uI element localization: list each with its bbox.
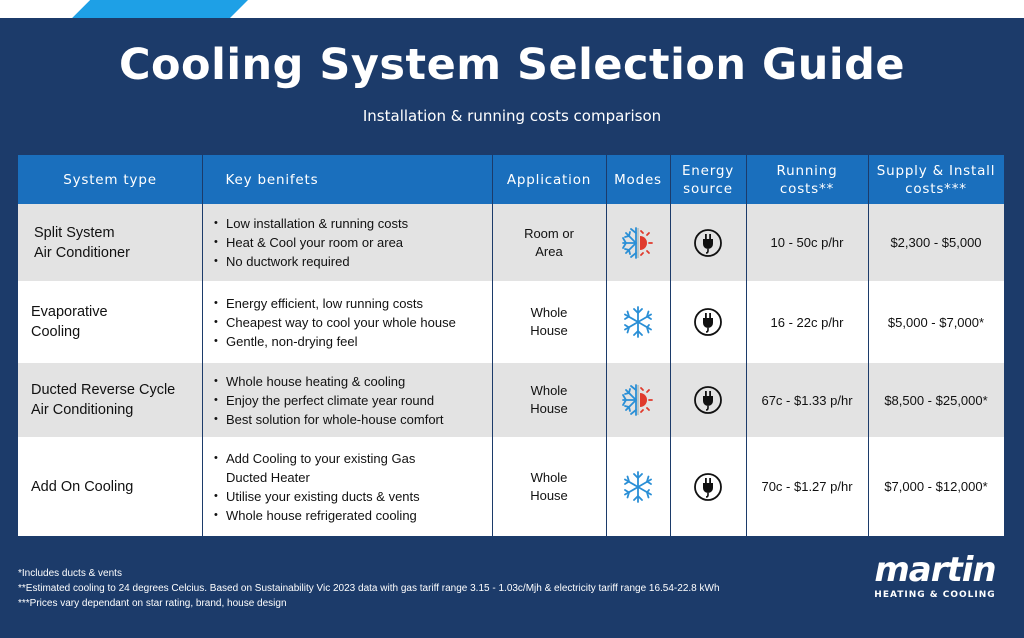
heat-cool-icon [620,382,656,418]
column-divider [492,155,493,536]
footnote: ***Prices vary dependant on star rating, brand, house design [18,598,287,609]
benefit-item: • Gentle, non-drying feel [214,332,456,351]
table-header-row [18,155,1004,204]
supply-install-cost-cell: $7,000 - $12,000* [884,479,988,494]
top-accent-stripe [0,0,1024,18]
modes-cell [606,281,670,363]
column-divider [202,155,203,536]
running-costs-cell: 67c - $1.33 p/hr [761,392,853,408]
system-type-cell: Split System Air Conditioner [34,224,130,261]
benefit-item: • Cheapest way to cool your whole house [214,313,456,332]
application-cell: Whole House [530,305,568,338]
application-cell: Whole House [530,383,568,416]
column-divider [868,155,869,536]
benefit-item: • Best solution for whole-house comfort [214,410,444,429]
comparison-table [18,155,1004,536]
system-type-cell: Add On Cooling [31,478,134,495]
logo-tagline: HEATING & COOLING [874,590,996,600]
table-row [18,363,1004,437]
benefits-list [202,294,456,351]
benefit-item: • No ductwork required [214,252,408,271]
benefit-item: • Whole house refrigerated cooling [214,506,420,525]
electric-plug-icon [693,228,723,258]
table-row [18,204,1004,281]
supply-install-cost-cell: $8,500 - $25,000* [884,392,988,408]
header-energy-source: Energy source [681,162,735,197]
benefits-cell [202,437,492,536]
page-title: Cooling System Selection Guide [118,40,906,90]
benefits-cell [202,281,492,363]
energy-source-cell [670,204,746,281]
electric-plug-icon [693,472,723,502]
application-cell: Whole House [530,469,568,503]
header-supply-install-costs: Supply & Install costs*** [876,162,996,197]
application-cell: Room or Area [524,225,574,259]
heat-cool-icon [620,225,656,261]
modes-cell [606,437,670,536]
system-type-cell: Evaporative Cooling [31,304,108,340]
footnote: **Estimated cooling to 24 degrees Celcius. Based on Sustainability Vic 2023 data with gas tariff range 3.15 - 1.03c/Mjh & electricity tariff range 16.54-22.8 kWh [18,583,720,594]
electric-plug-icon [693,307,723,337]
table-row [18,437,1004,536]
footnotes [18,566,720,611]
running-costs-cell: 70c - $1.27 p/hr [761,479,853,494]
modes-cell [606,363,670,437]
benefit-item: • Add Cooling to your existing Gas Ducted Heater [214,449,420,487]
martin-logo [868,550,1008,606]
energy-source-cell [670,363,746,437]
energy-source-cell [670,281,746,363]
modes-cell [606,204,670,281]
benefits-cell [202,204,492,281]
running-costs-cell: 16 - 22c p/hr [770,314,844,330]
page-subtitle: Installation & running costs comparison [362,107,662,125]
benefit-item: • Heat & Cool your room or area [214,233,408,252]
header-application: Application [506,171,592,188]
snowflake-icon [620,304,656,340]
system-type-cell: Ducted Reverse Cycle Air Conditioning [31,382,176,418]
benefits-list [202,372,444,429]
logo-wordmark: martin [874,550,996,590]
energy-source-cell [670,437,746,536]
running-costs-cell: 10 - 50c p/hr [770,235,844,250]
supply-install-cost-cell: $2,300 - $5,000 [890,235,982,250]
benefit-item: • Utilise your existing ducts & vents [214,487,420,506]
benefit-item: • Energy efficient, low running costs [214,294,456,313]
benefit-item: • Whole house heating & cooling [214,372,444,391]
supply-install-cost-cell: $5,000 - $7,000* [887,314,985,330]
benefit-item: • Low installation & running costs [214,214,408,233]
column-divider [606,155,607,536]
column-divider [670,155,671,536]
header-modes: Modes [614,171,662,188]
snowflake-icon [620,469,656,505]
header-running-costs: Running costs** [776,162,838,197]
column-divider [746,155,747,536]
header-system-type: System type [63,171,157,188]
benefits-list [202,214,408,271]
benefits-list [202,449,420,525]
header-key-benefits: Key benifets [225,171,319,188]
benefit-item: • Enjoy the perfect climate year round [214,391,444,410]
electric-plug-icon [693,385,723,415]
benefits-cell [202,363,492,437]
table-row [18,281,1004,363]
footnote: *Includes ducts & vents [18,568,122,579]
